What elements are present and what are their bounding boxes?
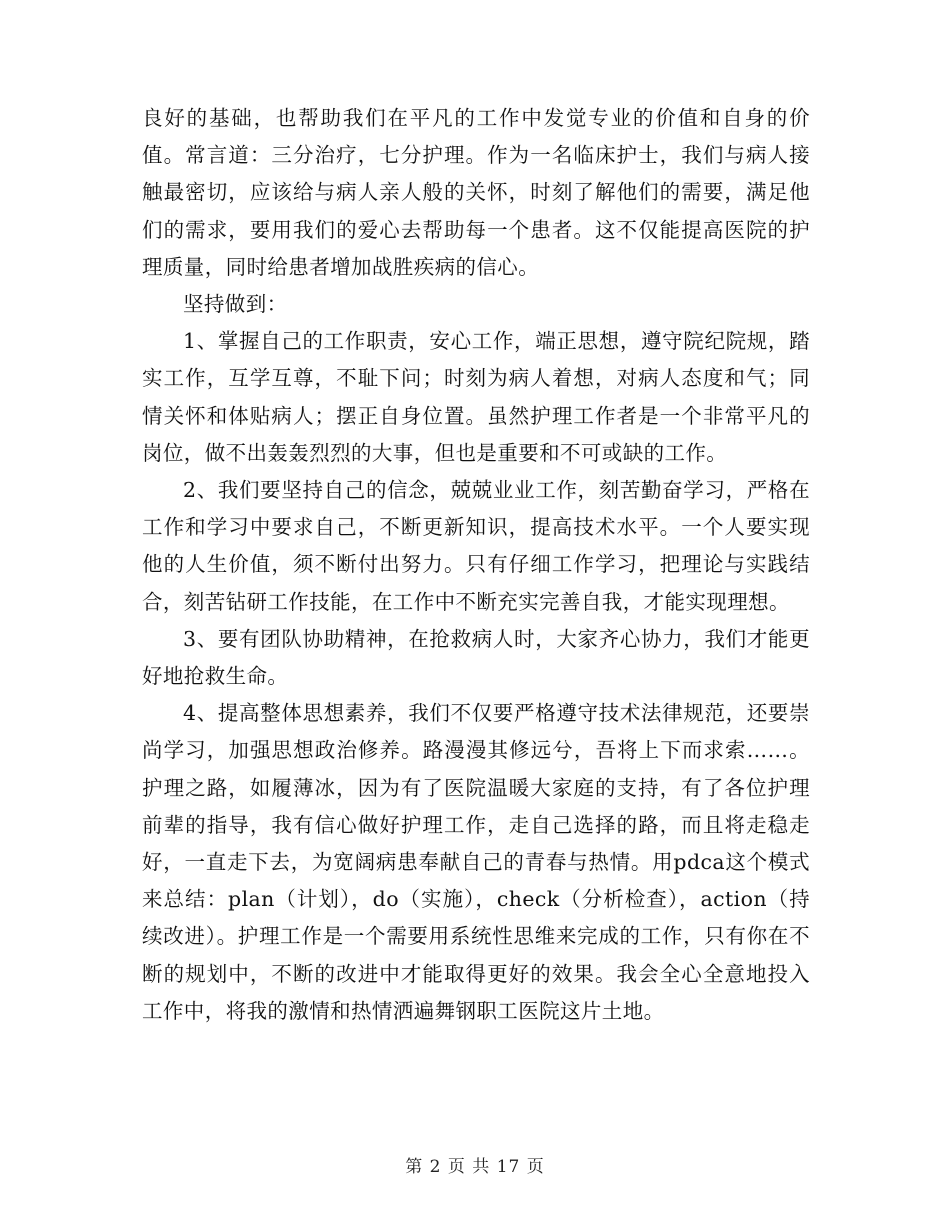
- paragraph-item-4: 4、提高整体思想素养，我们不仅要严格遵守技术法律规范，还要崇尚学习，加强思想政治修养。路漫漫其修远兮，吾将上下而求索……。护理之路，如履薄冰，因为有了医院温暖大家庭的支持，有了各位护理前辈的指导，我有信心做好护理工作，走自己选择的路，而且将走稳走好，一直走下去，为宽阔病患奉献自己的青春与热情。用pdca这个模式来总结：plan（计划），do（实施），check（分析检查），action（持续改进）。护理工作是一个需要用系统性思维来完成的工作，只有你在不断的规划中，不断的改进中才能取得更好的效果。我会全心全意地投入工作中，将我的激情和热情洒遍舞钢职工医院这片土地。: [142, 701, 810, 1023]
- paragraph-item-1: 1、掌握自己的工作职责，安心工作，端正思想，遵守院纪院规，踏实工作，互学互尊，不耻下问；时刻为病人着想，对病人态度和气；同情关怀和体贴病人；摆正自身位置。虽然护理工作者是一个非常平凡的岗位，做不出轰轰烈烈的大事，但也是重要和不可或缺的工作。: [142, 329, 810, 465]
- paragraph-item-3: 3、要有团队协助精神，在抢救病人时，大家齐心协力，我们才能更好地抢救生命。: [142, 626, 810, 689]
- page-footer: 第 2 页 共 17 页: [405, 1157, 545, 1177]
- paragraph-item-2: 2、我们要坚持自己的信念，兢兢业业工作，刻苦勤奋学习，严格在工作和学习中要求自己，不断更新知识，提高技术水平。一个人要实现他的人生价值，须不断付出努力。只有仔细工作学习，把理论与实践结合，刻苦钻研工作技能，在工作中不断充实完善自我，才能实现理想。: [142, 478, 810, 614]
- paragraph-continuation: 良好的基础，也帮助我们在平凡的工作中发觉专业的价值和自身的价值。常言道：三分治疗，七分护理。作为一名临床护士，我们与病人接触最密切，应该给与病人亲人般的关怀，时刻了解他们的需要，满足他们的需求，要用我们的爱心去帮助每一个患者。这不仅能提高医院的护理质量，同时给患者增加战胜疾病的信心。: [142, 106, 810, 279]
- document-body: [142, 100, 810, 1030]
- paragraph-heading-persist: 坚持做到：: [183, 292, 288, 317]
